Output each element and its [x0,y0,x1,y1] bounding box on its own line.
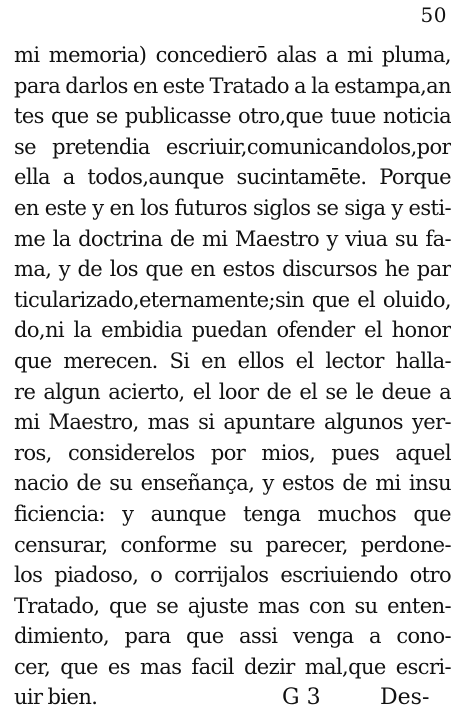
text-line: nacio de su enseñança, y estos de mi insu [14,471,451,496]
text-line: me la doctrina de mi Maestro y viua su fa- [14,226,451,251]
page-footer [0,683,461,713]
text-line: para darlos en este Tratado a la estampa,an [14,73,451,98]
text-line: mi Maestro, mas si apuntare algunos yer- [14,410,451,435]
text-line: que merecen. Si en ellos el lector halla- [14,348,451,373]
page-number: 50 [420,3,447,27]
text-line: dimiento, para que assi venga a cono- [14,624,451,649]
text-line: en este y en los futuros siglos se siga y esti- [14,195,451,220]
text-line: ma, y de los que en estos discursos he par [14,257,451,282]
text-line: censurar, conforme su parecer, perdone- [14,532,451,557]
text-line: se pretendia escriuir,comunicandolos,por [14,134,451,159]
text-line: ticularizado,eternamente;sin que el oluido, [14,287,451,312]
text-line: ella a todos,aunque sucintamēte. Porque [14,165,451,190]
text-line: uir bien. [14,685,98,710]
text-line: ficiencia: y aunque tenga muchos que [14,501,451,526]
signature-mark: G 3 [282,685,321,710]
catchword: Des- [380,685,430,710]
text-line: ros, considerelos por mios, pues aquel [14,440,451,465]
text-line: mi memoria) concedierō alas a mi pluma, [14,43,451,67]
body-text [14,40,451,713]
text-line: do,ni la embidia puedan ofender el honor [14,318,451,343]
text-line: los piadoso, o corrijalos escriuiendo otro [14,563,451,588]
text-line: tes que se publicasse otro,que tuue noticia [14,104,451,129]
text-line: re algun acierto, el loor de el se le deue a [14,379,451,404]
text-line: cer, que es mas facil dezir mal,que escri- [14,654,451,679]
text-line: Tratado, que se ajuste mas con su enten- [14,593,451,618]
